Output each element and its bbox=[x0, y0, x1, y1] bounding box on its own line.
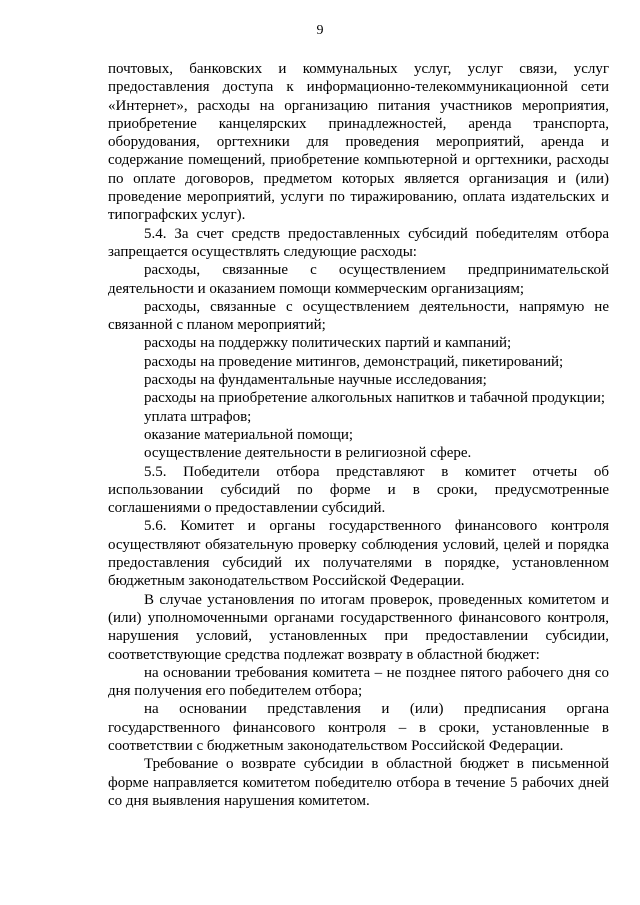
list-item-political-support: расходы на поддержку политических партий и кампаний; bbox=[144, 335, 512, 352]
paragraph-clause-5-6: 5.6. Комитет и органы государственного финансового контроля осуществляют обязательную проверку соблюдения условий, целей и порядка предоставления субсидий их получателями в порядке, установленном бюджетным законодательством Российской Федерации. bbox=[108, 518, 609, 590]
page-number: 9 bbox=[316, 23, 324, 38]
list-item-fundamental-research: расходы на фундаментальные научные исследования; bbox=[144, 372, 487, 389]
list-item-fines: уплата штрафов; bbox=[144, 408, 252, 425]
paragraph-violation-return: В случае установления по итогам проверок, проведенных комитетом и (или) уполномоченными органами государственного финансового контроля, нарушения условий, установленных при предоставлении субсидии, соответствующие средства подлежат возврату в областной бюджет: bbox=[108, 591, 609, 663]
list-item-religious-activity: осуществление деятельности в религиозной сфере. bbox=[144, 445, 472, 462]
paragraph-expense-list-continued: почтовых, банковских и коммунальных услуг, услуг связи, услуг предоставления доступа к информационно-телекоммуникационной сети «Интернет», расходы на организацию питания участников мероприятия, приобретение канцелярских принадлежностей, аренда транспорта, оборудования, оргтехники для проведения мероприятий, аренда и содержание помещений, приобретение компьютерной и оргтехники, расходы по оплате договоров, предметом которых является организация и (или) проведение мероприятий, услуги по тиражированию, оплата издательских и типографских услуг). bbox=[108, 61, 609, 224]
list-item-alcohol-tobacco: расходы на приобретение алкогольных напитков и табачной продукции; bbox=[144, 390, 606, 407]
document-body bbox=[108, 60, 609, 810]
paragraph-clause-5-5: 5.5. Победители отбора представляют в комитет отчеты об использовании субсидий по форме и в сроки, предусмотренные соглашениями о предоставлении субсидий. bbox=[108, 463, 609, 517]
list-item-committee-requirement: на основании требования комитета – не позднее пятого рабочего дня со дня получения его победителем отбора; bbox=[108, 664, 609, 700]
list-item-entrepreneurial-expenses: расходы, связанные с осуществлением предпринимательской деятельности и оказанием помощи коммерческим организациям; bbox=[108, 262, 609, 297]
list-item-material-aid: оказание материальной помощи; bbox=[144, 426, 354, 443]
list-item-unrelated-activity-expenses: расходы, связанные с осуществлением деятельности, напрямую не связанной с планом мероприятий; bbox=[108, 298, 609, 334]
paragraph-return-notice: Требование о возврате субсидии в областной бюджет в письменной форме направляется комитетом победителю отбора в течение 5 рабочих дней со дня выявления нарушения комитетом. bbox=[108, 756, 609, 809]
paragraph-clause-5-4: 5.4. За счет средств предоставленных субсидий победителям отбора запрещается осуществлять следующие расходы: bbox=[108, 225, 609, 260]
list-item-rallies: расходы на проведение митингов, демонстраций, пикетирований; bbox=[144, 353, 564, 370]
list-item-control-body-order: на основании представления и (или) предписания органа государственного финансового контроля – в сроки, установленные в соответствии с бюджетным законодательством Российской Федерации. bbox=[108, 701, 609, 754]
